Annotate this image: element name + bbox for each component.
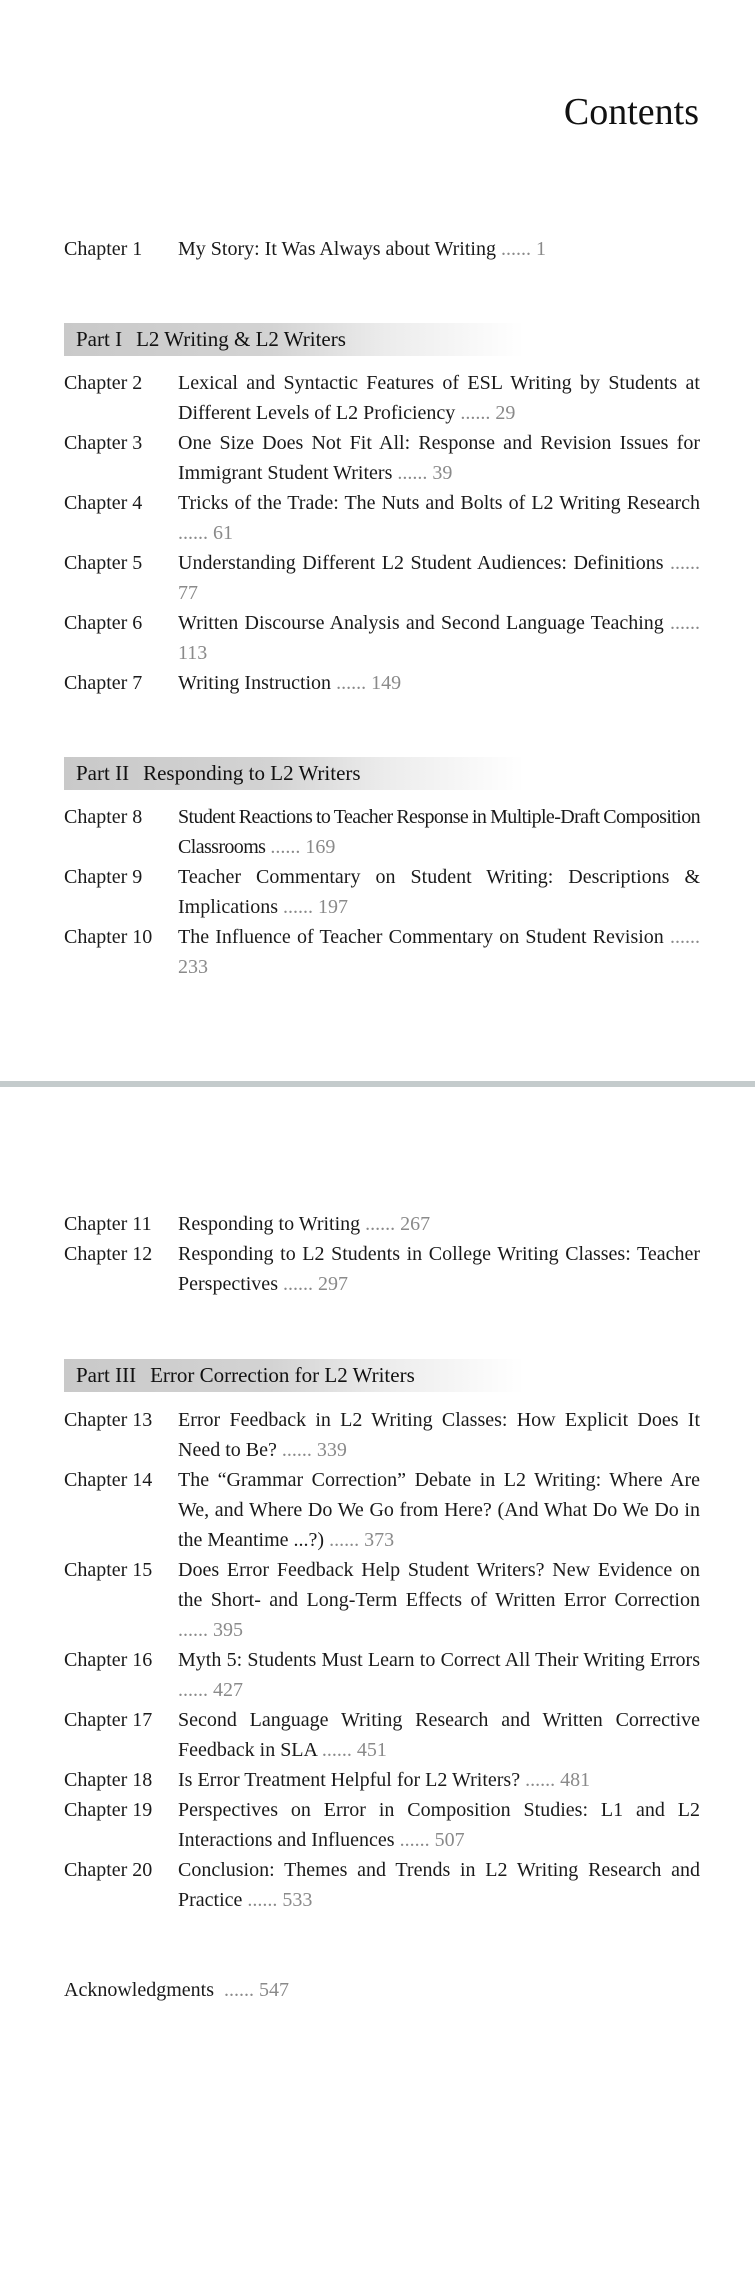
page-number: 507 [434,1829,465,1851]
page-number: 77 [178,582,198,604]
chapter-title: Does Error Feedback Help Student Writers? New Evidence on the Short- and Long-Term Effects of Written Error Correction [178,1559,700,1611]
chapter-title: Lexical and Syntactic Features of ESL Writing by Students at Different Levels of L2 Proficiency [178,372,700,424]
page-number: 29 [495,402,516,424]
chapter-title: Writing Instruction [178,672,332,694]
page-number: 339 [316,1439,347,1461]
chapter-entry[interactable] [178,1405,700,1465]
page-title: Contents [563,91,699,133]
leader-dots: ...... [670,926,700,948]
chapter-entry[interactable] [178,922,700,982]
chapter-entry[interactable] [178,1765,700,1795]
leader-dots: ...... [321,1739,352,1761]
page-number: 149 [371,672,402,694]
part-heading-2 [64,757,524,790]
part-heading-3 [64,1359,524,1392]
chapter-label: Chapter 7 [64,672,143,694]
page-number: 233 [178,956,208,978]
page-number: 547 [258,1979,289,2001]
part-title: Error Correction for L2 Writers [150,1363,415,1387]
chapter-entry[interactable] [178,1855,700,1915]
chapter-label: Chapter 3 [64,432,143,454]
chapter-title: Conclusion: Themes and Trends in L2 Writing Research and Practice [178,1859,700,1911]
page-number: 113 [178,642,208,664]
leader-dots: ...... [525,1769,556,1791]
chapter-label: Chapter 12 [64,1243,153,1265]
chapter-entry[interactable] [178,488,700,548]
chapter-title: Perspectives on Error in Composition Studies: L1 and L2 Interactions and Influences [178,1799,700,1851]
chapter-entry[interactable] [178,802,700,862]
acknowledgments-label: Acknowledgments [64,1979,214,2001]
chapter-entry[interactable] [178,608,700,668]
chapter-title: Error Feedback in L2 Writing Classes: How Explicit Does It Need to Be? [178,1409,700,1461]
chapter-title: Responding to Writing [178,1213,361,1235]
leader-dots: ...... [178,1619,208,1641]
leader-dots: ...... [282,1273,313,1295]
chapter-entry[interactable] [178,1239,700,1299]
chapter-title: Teacher Commentary on Student Writing: Descriptions & Implications [178,866,700,918]
leader-dots: ...... [178,1679,208,1701]
leader-dots: ...... [399,1829,430,1851]
chapter-entry[interactable] [178,1645,700,1705]
chapter-label: Chapter 6 [64,612,143,634]
part-label: Part III [76,1363,137,1387]
part-heading-1 [64,323,524,356]
page-number: 1 [535,238,546,260]
page-number: 39 [432,462,453,484]
part-title: Responding to L2 Writers [143,761,361,785]
leader-dots: ...... [670,552,701,574]
chapter-label: Chapter 2 [64,372,143,394]
chapter-title: Is Error Treatment Helpful for L2 Writers? [178,1769,521,1791]
part-title: L2 Writing & L2 Writers [136,327,346,351]
leader-dots: ...... [460,402,491,424]
chapter-title: Responding to L2 Students in College Writing Classes: Teacher Perspectives [178,1243,700,1295]
chapter-label: Chapter 16 [64,1649,153,1671]
page-divider [0,1081,755,1087]
chapter-title: One Size Does Not Fit All: Response and Revision Issues for Immigrant Student Writers [178,432,700,484]
leader-dots: ...... [270,836,301,858]
page-number: 395 [213,1619,243,1641]
chapter-entry[interactable] [178,1705,700,1765]
page-number: 373 [364,1529,395,1551]
chapter-entry[interactable] [178,1465,700,1555]
leader-dots: ...... [282,896,313,918]
leader-dots: ...... [223,1979,254,2001]
page-number: 297 [317,1273,348,1295]
page-number: 427 [213,1679,243,1701]
chapter-title: Student Reactions to Teacher Response in Multiple-Draft Composition Classrooms [178,806,700,858]
part-label: Part II [76,761,130,785]
chapter-title: Tricks of the Trade: The Nuts and Bolts of L2 Writing Research [178,492,700,514]
chapter-label: Chapter 10 [64,926,153,948]
leader-dots: ...... [397,462,428,484]
chapter-label: Chapter 5 [64,552,143,574]
chapter-label: Chapter 20 [64,1859,153,1881]
chapter-label: Chapter 18 [64,1769,153,1791]
chapter-title: Myth 5: Students Must Learn to Correct All Their Writing Errors [178,1649,700,1671]
chapter-entry[interactable] [178,862,700,922]
chapter-title: Understanding Different L2 Student Audiences: Definitions [178,552,664,574]
chapter-entry[interactable] [178,428,700,488]
leader-dots: ...... [247,1889,278,1911]
page-number: 267 [400,1213,431,1235]
chapter-title: Second Language Writing Research and Written Corrective Feedback in SLA [178,1709,700,1761]
acknowledgments-entry[interactable] [64,1975,664,2005]
chapter-entry[interactable] [178,668,700,698]
chapter-title: My Story: It Was Always about Writing [178,238,496,260]
page-number: 533 [282,1889,313,1911]
chapter-title: Written Discourse Analysis and Second Language Teaching [178,612,664,634]
leader-dots: ...... [336,672,367,694]
page-number: 197 [317,896,348,918]
chapter-entry[interactable] [178,234,700,264]
chapter-label: Chapter 11 [64,1213,152,1235]
chapter-entry[interactable] [178,548,700,608]
chapter-label: Chapter 19 [64,1799,153,1821]
chapter-label: Chapter 9 [64,866,143,888]
chapter-label: Chapter 13 [64,1409,153,1431]
chapter-title: The “Grammar Correction” Debate in L2 Writing: Where Are We, and Where Do We Go from Here? (And What Do We Do in the Meantime ...?) [178,1469,700,1551]
chapter-entry[interactable] [178,1209,700,1239]
leader-dots: ...... [178,522,208,544]
leader-dots: ...... [281,1439,312,1461]
chapter-label: Chapter 1 [64,238,143,260]
chapter-label: Chapter 8 [64,806,143,828]
chapter-title: The Influence of Teacher Commentary on Student Revision [178,926,664,948]
leader-dots: ...... [670,612,700,634]
page-number: 481 [560,1769,591,1791]
chapter-entry[interactable] [178,1795,700,1855]
leader-dots: ...... [365,1213,396,1235]
page-number: 451 [356,1739,387,1761]
leader-dots: ...... [329,1529,360,1551]
chapter-label: Chapter 14 [64,1469,153,1491]
chapter-label: Chapter 15 [64,1559,153,1581]
chapter-label: Chapter 4 [64,492,143,514]
page-number: 169 [305,836,336,858]
chapter-label: Chapter 17 [64,1709,153,1731]
leader-dots: ...... [500,238,531,260]
chapter-entry[interactable] [178,1555,700,1645]
part-label: Part I [76,327,123,351]
page-number: 61 [213,522,233,544]
chapter-entry[interactable] [178,368,700,428]
